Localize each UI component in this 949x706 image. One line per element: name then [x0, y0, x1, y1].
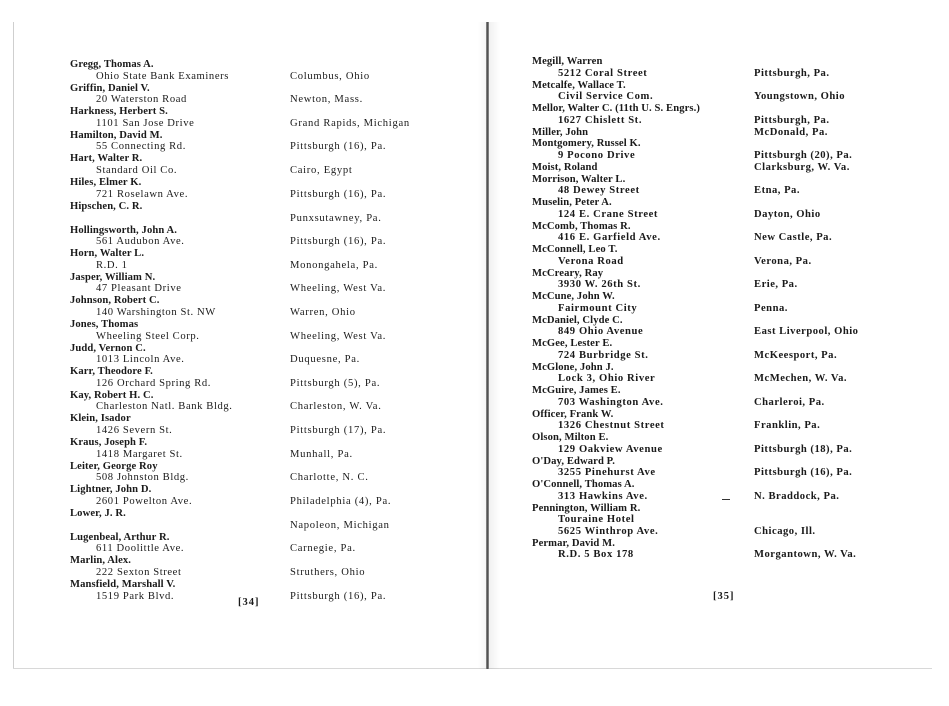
- member-address: 5625 Winthrop Ave.: [558, 525, 659, 537]
- member-address: 222 Sexton Street: [96, 566, 182, 578]
- entry-city-line: [70, 213, 480, 225]
- member-address: Charleston Natl. Bank Bldg.: [96, 401, 233, 413]
- member-address: R.D. 1: [96, 259, 128, 271]
- entry-address-line: [532, 420, 927, 432]
- entry-address-line: [532, 491, 927, 503]
- directory-entry: [70, 366, 480, 389]
- entry-name-line: [70, 579, 480, 591]
- member-city: Pittsburgh (16), Pa.: [290, 590, 387, 602]
- entry-address-line: [532, 514, 927, 526]
- entry-address-line: [532, 232, 927, 244]
- member-name: Harkness, Herbert S.: [70, 106, 168, 118]
- member-name: Marlin, Alex.: [70, 555, 132, 567]
- member-name: Pennington, William R.: [532, 502, 641, 514]
- member-city: Grand Rapids, Michigan: [290, 117, 410, 129]
- directory-entry: [532, 409, 927, 432]
- member-city: N. Braddock, Pa.: [754, 490, 840, 502]
- entry-name-line: [532, 291, 927, 303]
- member-city: Struthers, Ohio: [290, 566, 366, 578]
- member-city: Charleroi, Pa.: [754, 396, 825, 408]
- directory-entry: [532, 456, 927, 479]
- member-city: McMechen, W. Va.: [754, 373, 848, 385]
- member-name: Lugenbeal, Arthur R.: [70, 531, 170, 543]
- member-city: McKeesport, Pa.: [754, 349, 838, 361]
- entry-address-line: [70, 331, 480, 343]
- entry-address-line: [532, 549, 927, 561]
- member-address: 1627 Chislett St.: [558, 114, 643, 126]
- member-address: 1426 Severn St.: [96, 424, 173, 436]
- directory-entry: [532, 244, 927, 267]
- entry-address-line: [532, 526, 927, 538]
- member-address: 47 Pleasant Drive: [96, 283, 182, 295]
- member-name: Kay, Robert H. C.: [70, 389, 154, 401]
- member-city: Morgantown, W. Va.: [754, 549, 857, 561]
- member-city: Warren, Ohio: [290, 306, 356, 318]
- entry-name-line: [532, 174, 927, 186]
- directory-entry: [70, 555, 480, 578]
- member-address: 140 Warshington St. NW: [96, 306, 216, 318]
- entry-address-line: [70, 591, 480, 603]
- member-city: Youngstown, Ohio: [754, 91, 846, 103]
- member-name: Olson, Milton E.: [532, 432, 609, 444]
- member-city: Dayton, Ohio: [754, 208, 821, 220]
- entry-name-line: [70, 225, 480, 237]
- directory-entry: [532, 538, 927, 561]
- directory-entry: [70, 177, 480, 200]
- member-name: Karr, Theodore F.: [70, 366, 153, 378]
- member-city: Penna.: [754, 302, 788, 314]
- member-address: 1418 Margaret St.: [96, 448, 183, 460]
- member-address: Lock 3, Ohio River: [558, 373, 656, 385]
- entry-name-line: [532, 538, 927, 550]
- member-city: Columbus, Ohio: [290, 70, 370, 82]
- entry-address-line: [70, 449, 480, 461]
- entry-name-line: [70, 177, 480, 189]
- directory-entry: [532, 362, 927, 385]
- entry-address-line: [70, 165, 480, 177]
- member-address: Civil Service Com.: [558, 91, 654, 103]
- member-name: O'Day, Edward P.: [532, 455, 616, 467]
- entry-name-line: [70, 59, 480, 71]
- member-name: Hart, Walter R.: [70, 153, 143, 165]
- directory-entry: [532, 138, 927, 161]
- member-name: Hipschen, C. R.: [70, 200, 143, 212]
- entry-address-line: [70, 378, 480, 390]
- member-city: Pittsburgh (16), Pa.: [290, 188, 387, 200]
- member-city: McDonald, Pa.: [754, 126, 828, 138]
- entry-name-line: [70, 319, 480, 331]
- directory-entry: [532, 174, 927, 197]
- entry-name-line: [532, 385, 927, 397]
- page-bottom-edge: [13, 668, 932, 669]
- member-name: Moist, Roland: [532, 161, 598, 173]
- entry-name-line: [70, 532, 480, 544]
- directory-entry: [70, 461, 480, 484]
- directory-entry: [70, 532, 480, 555]
- directory-entry: [532, 268, 927, 291]
- member-city: Chicago, Ill.: [754, 525, 816, 537]
- member-city: Napoleon, Michigan: [290, 519, 390, 531]
- entry-name-line: [532, 162, 927, 174]
- directory-entry: [70, 520, 480, 532]
- directory-entry: [70, 437, 480, 460]
- member-city: Charleston, W. Va.: [290, 401, 382, 413]
- member-name: Horn, Walter L.: [70, 248, 145, 260]
- member-name: Hiles, Elmer K.: [70, 177, 142, 188]
- member-name: McDaniel, Clyde C.: [532, 314, 623, 326]
- entry-address-line: [70, 260, 480, 272]
- directory-entry: [532, 127, 927, 139]
- directory-entry: [532, 103, 927, 126]
- entry-address-line: [532, 397, 927, 409]
- directory-entry: [70, 272, 480, 295]
- member-name: Miller, John: [532, 126, 589, 138]
- entry-name-line: [532, 362, 927, 374]
- member-address: 703 Washington Ave.: [558, 396, 664, 408]
- member-name: Permar, David M.: [532, 537, 615, 549]
- directory-entry: [70, 153, 480, 176]
- entry-address-line: [70, 94, 480, 106]
- entry-address-line: [532, 185, 927, 197]
- member-name: McCreary, Ray: [532, 267, 604, 279]
- member-city: Pittsburgh (16), Pa.: [290, 236, 387, 248]
- entry-name-line: [532, 244, 927, 256]
- member-address: 55 Connecting Rd.: [96, 141, 186, 153]
- directory-entry: [532, 503, 927, 538]
- member-city: Pittsburgh (20), Pa.: [754, 149, 853, 161]
- member-city: Pittsburgh (17), Pa.: [290, 424, 387, 436]
- member-name: Metcalfe, Wallace T.: [532, 79, 626, 91]
- member-address: 611 Doolittle Ave.: [96, 543, 185, 555]
- directory-entry: [70, 390, 480, 413]
- member-address: 9 Pocono Drive: [558, 149, 636, 161]
- entry-name-line: [532, 80, 927, 92]
- entry-address-line: [532, 68, 927, 80]
- member-address: R.D. 5 Box 178: [558, 549, 634, 561]
- member-name: Lightner, John D.: [70, 484, 152, 496]
- entry-address-line: [70, 71, 480, 83]
- entry-name-line: [532, 409, 927, 421]
- entry-name-line: [532, 127, 927, 139]
- member-address: 1101 San Jose Drive: [96, 117, 195, 129]
- entry-address-line: [70, 401, 480, 413]
- entry-name-line: [70, 484, 480, 496]
- entry-name-line: [70, 106, 480, 118]
- entry-address-line: [532, 279, 927, 291]
- directory-entry: [70, 343, 480, 366]
- directory-entry: [532, 162, 927, 174]
- member-address: Fairmount City: [558, 302, 638, 314]
- directory-entry: [532, 56, 927, 79]
- entry-address-line: [70, 141, 480, 153]
- left-page-number: [34]: [238, 597, 260, 608]
- directory-entry: [70, 201, 480, 213]
- entry-address-line: [70, 189, 480, 201]
- member-city: Carnegie, Pa.: [290, 543, 356, 555]
- right-page-number: [35]: [713, 591, 735, 602]
- directory-entry: [70, 579, 480, 602]
- entry-name-line: [70, 461, 480, 473]
- member-name: O'Connell, Thomas A.: [532, 479, 635, 491]
- entry-name-line: [70, 555, 480, 567]
- member-address: Standard Oil Co.: [96, 164, 178, 176]
- entry-address-line: [70, 118, 480, 130]
- entry-name-line: [532, 56, 927, 68]
- member-address: 724 Burbridge St.: [558, 349, 649, 361]
- member-city: Etna, Pa.: [754, 185, 800, 197]
- member-address: 3930 W. 26th St.: [558, 279, 641, 291]
- entry-address-line: [70, 354, 480, 366]
- member-name: Muselin, Peter A.: [532, 197, 612, 209]
- member-address: Touraine Hotel: [558, 514, 635, 526]
- directory-entry: [532, 338, 927, 361]
- member-city: Verona, Pa.: [754, 255, 812, 267]
- entry-address-line: [532, 326, 927, 338]
- entry-name-line: [70, 413, 480, 425]
- entry-name-line: [70, 201, 480, 213]
- entry-address-line: [532, 303, 927, 315]
- member-name: Montgomery, Russel K.: [532, 138, 641, 150]
- member-address: 20 Waterston Road: [96, 94, 187, 106]
- directory-entry: [532, 197, 927, 220]
- directory-entry: [70, 319, 480, 342]
- directory-entry: [70, 106, 480, 129]
- member-name: Klein, Isador: [70, 413, 131, 425]
- entry-address-line: [70, 307, 480, 319]
- entry-address-line: [70, 472, 480, 484]
- entry-name-line: [532, 197, 927, 209]
- entry-name-line: [70, 130, 480, 142]
- member-address: 126 Orchard Spring Rd.: [96, 377, 212, 389]
- member-city: Wheeling, West Va.: [290, 330, 387, 342]
- member-name: Hamilton, David M.: [70, 129, 163, 141]
- member-address: 1013 Lincoln Ave.: [96, 354, 185, 366]
- entry-name-line: [532, 503, 927, 515]
- directory-entry: [70, 213, 480, 225]
- member-name: Gregg, Thomas A.: [70, 59, 154, 70]
- member-city: Duquesne, Pa.: [290, 354, 361, 366]
- directory-entry: [70, 508, 480, 520]
- directory-entry: [532, 385, 927, 408]
- entry-name-line: [532, 479, 927, 491]
- entry-name-line: [532, 138, 927, 150]
- entry-name-line: [70, 343, 480, 355]
- entry-address-line: [70, 425, 480, 437]
- entry-address-line: [70, 236, 480, 248]
- member-name: McComb, Thomas R.: [532, 220, 631, 232]
- member-name: Mellor, Walter C. (11th U. S. Engrs.): [532, 103, 700, 114]
- member-city: Pittsburgh (16), Pa.: [754, 467, 853, 479]
- member-city: Pittsburgh (5), Pa.: [290, 377, 381, 389]
- member-name: Officer, Frank W.: [532, 408, 614, 420]
- entry-name-line: [70, 153, 480, 165]
- entry-city-line: [70, 520, 480, 532]
- entry-address-line: [532, 467, 927, 479]
- entry-name-line: [70, 508, 480, 520]
- member-name: Griffin, Daniel V.: [70, 82, 150, 94]
- member-name: Mansfield, Marshall V.: [70, 579, 176, 590]
- directory-entry: [70, 130, 480, 153]
- member-address: 721 Roselawn Ave.: [96, 188, 189, 200]
- directory-entry: [532, 315, 927, 338]
- member-city: Pittsburgh, Pa.: [754, 67, 830, 79]
- directory-entry: [70, 484, 480, 507]
- directory-entry: [70, 59, 480, 82]
- entry-name-line: [532, 432, 927, 444]
- member-address: Wheeling Steel Corp.: [96, 330, 200, 342]
- member-address: 508 Johnston Bldg.: [96, 472, 189, 484]
- entry-address-line: [532, 373, 927, 385]
- entry-address-line: [532, 150, 927, 162]
- entry-name-line: [70, 272, 480, 284]
- entry-name-line: [70, 366, 480, 378]
- member-name: Megill, Warren: [532, 56, 603, 67]
- directory-entry: [70, 413, 480, 436]
- entry-name-line: [532, 456, 927, 468]
- entry-name-line: [532, 103, 927, 115]
- member-city: Cairo, Egypt: [290, 164, 353, 176]
- directory-entry: [532, 291, 927, 314]
- member-address: 124 E. Crane Street: [558, 208, 659, 220]
- member-city: New Castle, Pa.: [754, 232, 833, 244]
- entry-name-line: [532, 315, 927, 327]
- member-address: 313 Hawkins Ave.: [558, 490, 648, 502]
- entry-name-line: [532, 268, 927, 280]
- entry-address-line: [532, 256, 927, 268]
- member-city: Philadelphia (4), Pa.: [290, 495, 392, 507]
- member-name: Leiter, George Roy: [70, 460, 158, 472]
- entry-name-line: [70, 248, 480, 260]
- directory-entry: [70, 248, 480, 271]
- member-name: Lower, J. R.: [70, 507, 126, 519]
- member-address: 2601 Powelton Ave.: [96, 495, 193, 507]
- directory-entry: [70, 83, 480, 106]
- member-name: Hollingsworth, John A.: [70, 224, 177, 236]
- member-city: Munhall, Pa.: [290, 448, 353, 460]
- member-name: Kraus, Joseph F.: [70, 437, 148, 448]
- member-name: Judd, Vernon C.: [70, 342, 146, 354]
- member-name: McGee, Lester E.: [532, 338, 613, 350]
- member-address: Verona Road: [558, 255, 624, 267]
- entry-address-line: [532, 444, 927, 456]
- member-address: 3255 Pinehurst Ave: [558, 467, 656, 479]
- member-city: Punxsutawney, Pa.: [290, 212, 382, 224]
- member-name: McGlone, John J.: [532, 361, 614, 373]
- right-page: [492, 0, 932, 668]
- member-name: McCune, John W.: [532, 291, 615, 303]
- member-name: McConnell, Leo T.: [532, 244, 618, 256]
- member-city: Pittsburgh (16), Pa.: [290, 141, 387, 153]
- entry-address-line: [70, 543, 480, 555]
- member-city: Wheeling, West Va.: [290, 283, 387, 295]
- entry-address-line: [532, 209, 927, 221]
- member-city: Monongahela, Pa.: [290, 259, 378, 271]
- directory-entry: [532, 80, 927, 103]
- member-name: Johnson, Robert C.: [70, 295, 160, 307]
- member-address: Ohio State Bank Examiners: [96, 70, 229, 82]
- member-address: 48 Dewey Street: [558, 185, 640, 197]
- member-address: 849 Ohio Avenue: [558, 326, 644, 338]
- entry-address-line: [532, 91, 927, 103]
- member-city: Pittsburgh (18), Pa.: [754, 443, 853, 455]
- member-address: 129 Oakview Avenue: [558, 443, 663, 455]
- entry-name-line: [70, 390, 480, 402]
- entry-address-line: [70, 496, 480, 508]
- member-address: 5212 Coral Street: [558, 67, 648, 79]
- entry-name-line: [70, 83, 480, 95]
- directory-entry: [532, 221, 927, 244]
- entry-address-line: [70, 283, 480, 295]
- directory-entry: [532, 432, 927, 455]
- entry-name-line: [532, 338, 927, 350]
- directory-entry: [70, 295, 480, 318]
- member-address: 1519 Park Blvd.: [96, 590, 175, 602]
- member-city: East Liverpool, Ohio: [754, 326, 859, 338]
- entry-address-line: [532, 115, 927, 127]
- entry-address-line: [70, 567, 480, 579]
- entry-name-line: [532, 221, 927, 233]
- member-city: Franklin, Pa.: [754, 420, 821, 432]
- member-name: Jasper, William N.: [70, 271, 156, 283]
- member-city: Newton, Mass.: [290, 94, 363, 106]
- entry-name-line: [70, 295, 480, 307]
- member-address: 416 E. Garfield Ave.: [558, 232, 661, 244]
- entry-address-line: [532, 350, 927, 362]
- member-city: Erie, Pa.: [754, 279, 798, 291]
- member-city: Pittsburgh, Pa.: [754, 114, 830, 126]
- entry-name-line: [70, 437, 480, 449]
- member-name: Jones, Thomas: [70, 319, 139, 330]
- member-address: 561 Audubon Ave.: [96, 236, 185, 248]
- member-city: Charlotte, N. C.: [290, 472, 369, 484]
- stray-mark: [722, 499, 730, 500]
- left-page: [13, 0, 488, 668]
- member-name: McGuire, James E.: [532, 385, 621, 397]
- member-name: Morrison, Walter L.: [532, 173, 626, 185]
- directory-entry: [70, 225, 480, 248]
- member-city: Clarksburg, W. Va.: [754, 161, 850, 173]
- member-address: 1326 Chestnut Street: [558, 420, 665, 432]
